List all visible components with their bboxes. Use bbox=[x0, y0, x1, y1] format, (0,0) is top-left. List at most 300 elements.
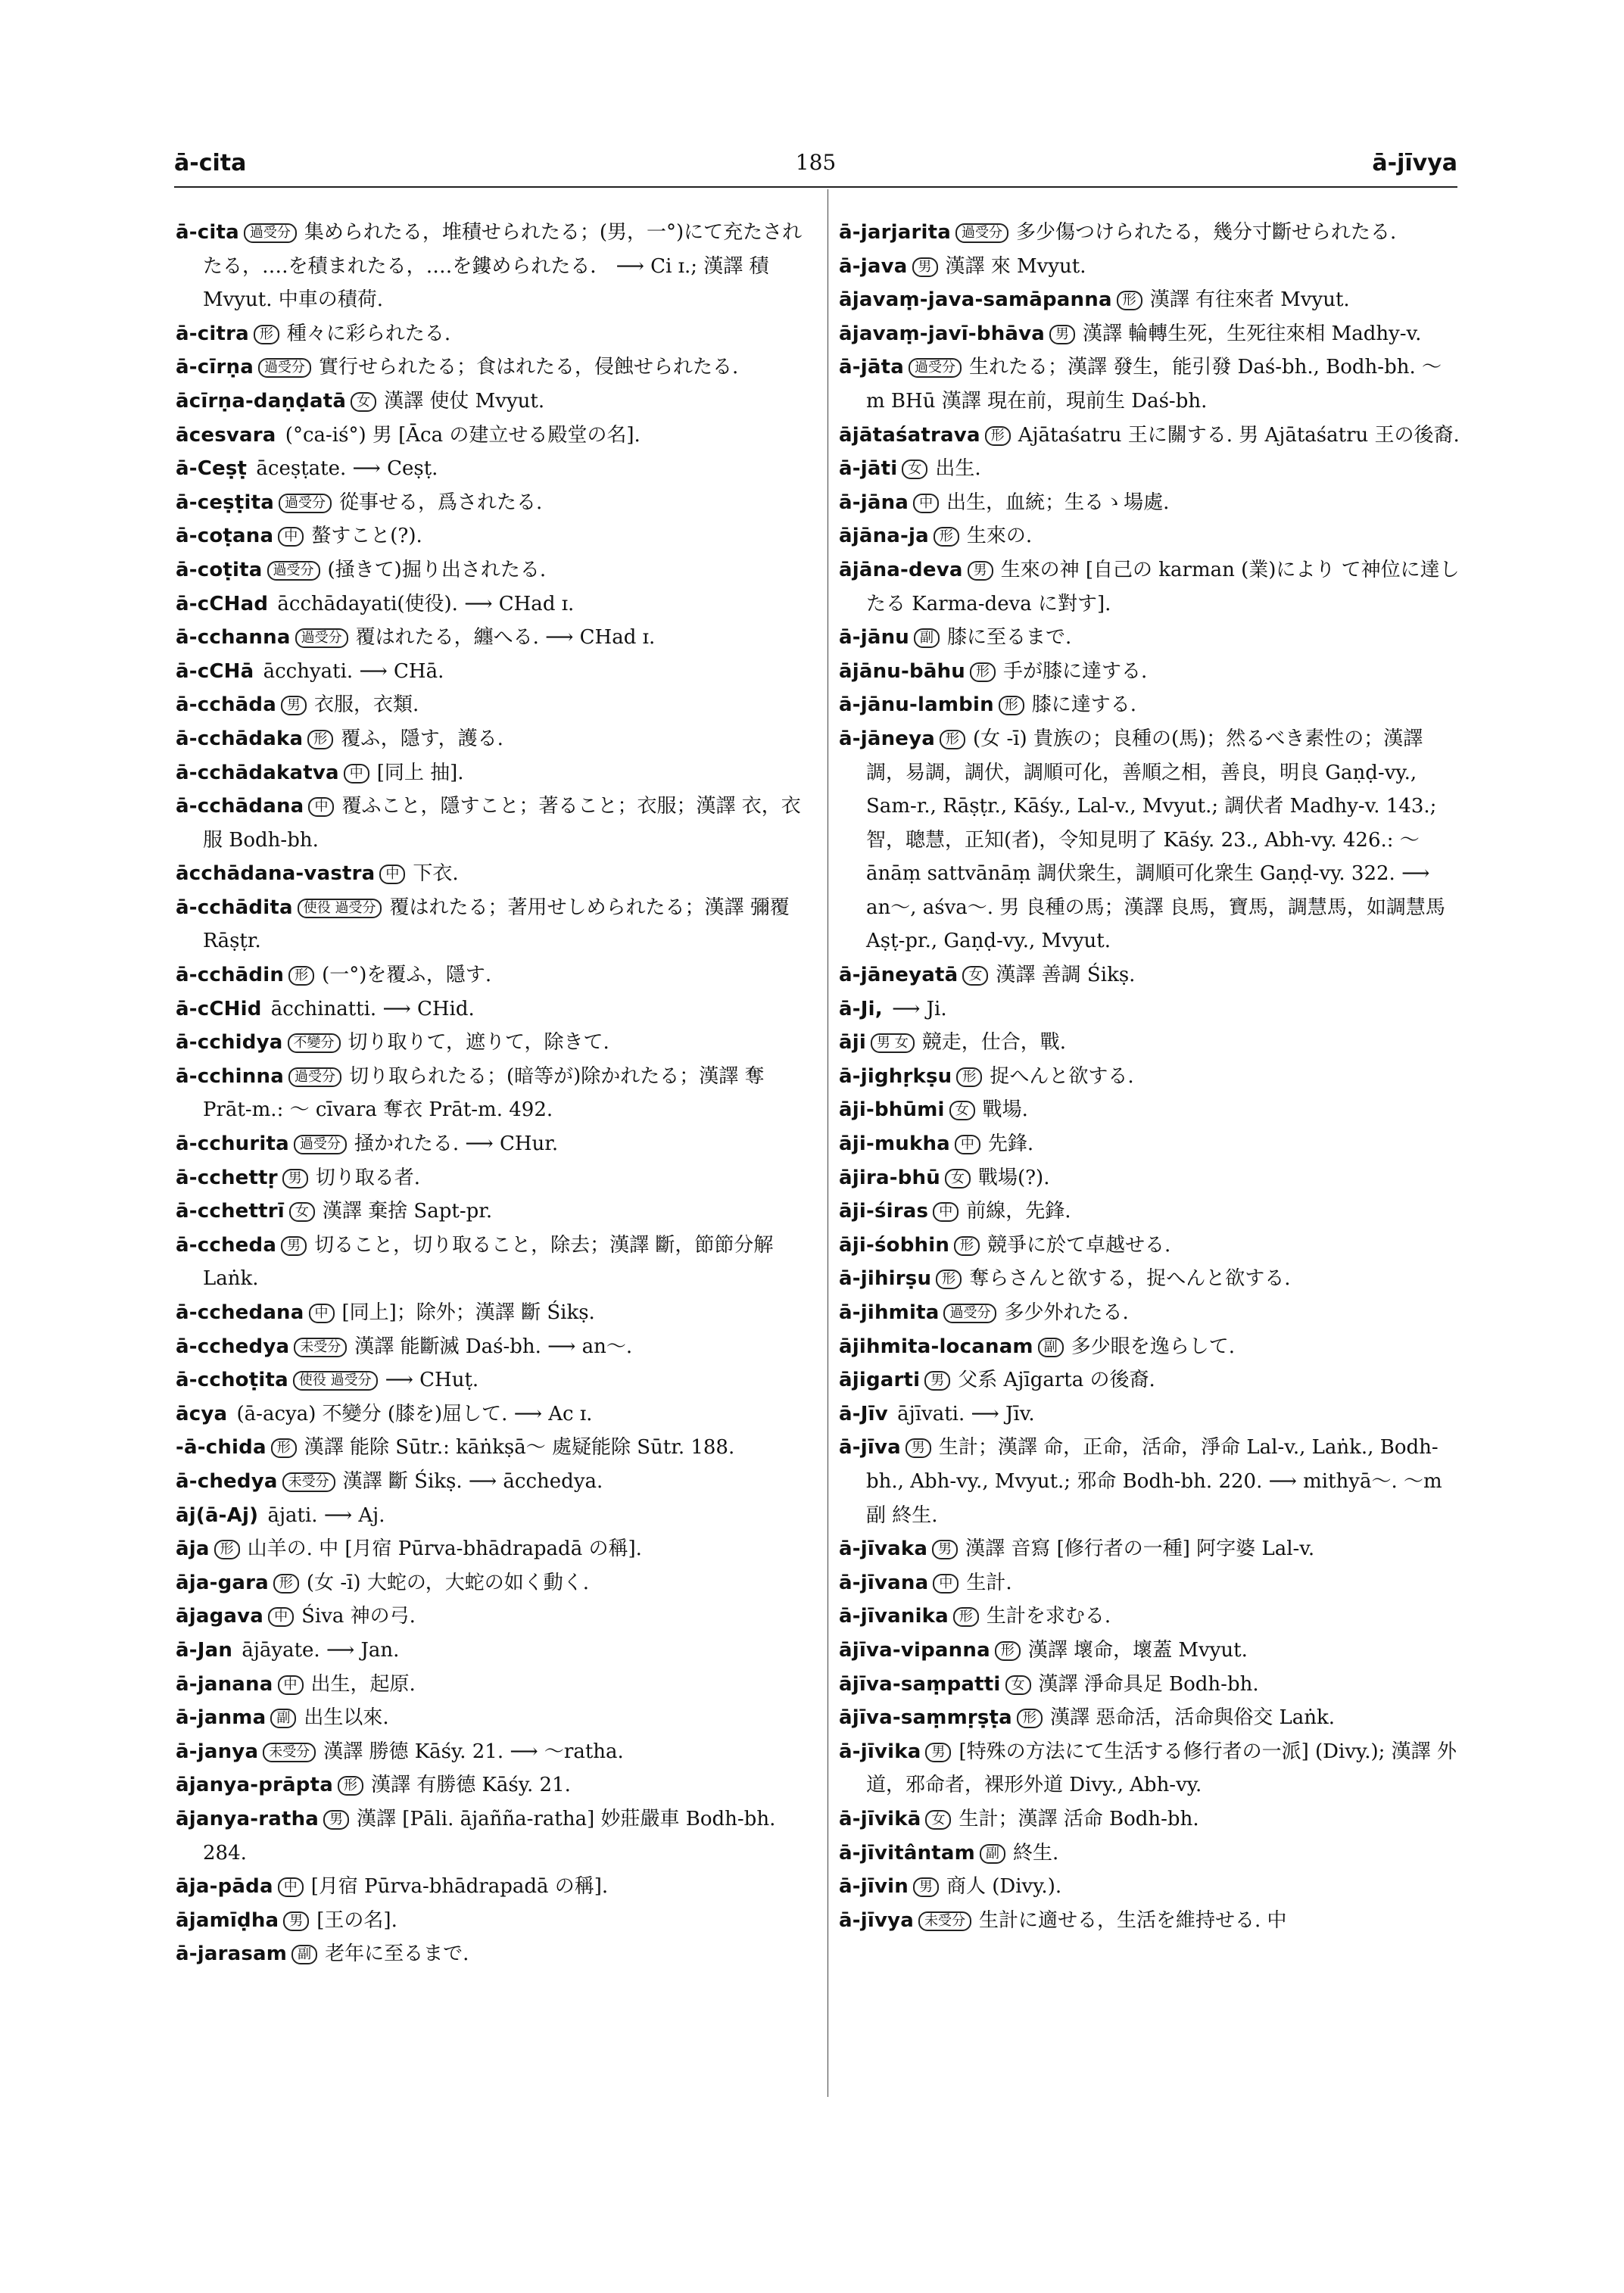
entry-headword: ā-cchādita bbox=[176, 896, 293, 919]
grammar-tag: 形 bbox=[995, 1641, 1021, 1661]
dictionary-entry bbox=[839, 1566, 1460, 1600]
entry-definition: [特殊の方法にて生活する修行者の一派] (Divy.); 漢譯 外道，邪命者，裸形外道 Divy., Abh-vy. bbox=[866, 1740, 1457, 1797]
header-right-headword: ā-jīvya bbox=[1372, 150, 1457, 176]
dictionary-entry bbox=[176, 519, 819, 553]
dictionary-entry bbox=[839, 419, 1460, 453]
entry-definition: 螯すこと(?). bbox=[311, 525, 422, 548]
grammar-tag: 中 bbox=[308, 797, 334, 817]
entry-definition: 生計を求むる. bbox=[986, 1605, 1111, 1628]
entry-headword: ājagava bbox=[176, 1605, 264, 1628]
grammar-tag: 過受分 bbox=[258, 358, 311, 378]
entry-headword: ā-cchoṭita bbox=[176, 1369, 288, 1392]
grammar-tag: 女 bbox=[1005, 1675, 1031, 1695]
dictionary-entry bbox=[839, 1600, 1460, 1634]
entry-definition: 老年に至るまで. bbox=[325, 1943, 469, 1966]
dictionary-entry bbox=[176, 1634, 819, 1668]
grammar-tag: 形 bbox=[940, 730, 965, 749]
entry-headword: ā-jāneya bbox=[839, 727, 936, 750]
dictionary-entry bbox=[176, 1600, 819, 1634]
entry-headword: ā-jīvya bbox=[839, 1908, 915, 1932]
grammar-tag: 形 bbox=[956, 1067, 982, 1087]
grammar-tag: 男 女 bbox=[871, 1033, 915, 1053]
dictionary-entry bbox=[839, 1229, 1460, 1263]
entry-definition: ⟶ Ji. bbox=[892, 997, 947, 1020]
grammar-tag: 形 bbox=[936, 1270, 962, 1289]
grammar-tag: 男 bbox=[283, 1911, 309, 1931]
entry-definition: 下衣. bbox=[413, 862, 459, 886]
dictionary-entry bbox=[839, 688, 1460, 722]
grammar-tag: 中 bbox=[278, 1675, 304, 1695]
dictionary-entry bbox=[176, 1735, 819, 1769]
entry-definition: 漢譯 能除 Sūtr.: kāṅkṣā〜 處疑能除 Sūtr. 188. bbox=[304, 1436, 735, 1460]
entry-headword: ā-cchādaka bbox=[176, 727, 304, 750]
dictionary-entry bbox=[176, 992, 819, 1027]
entry-headword: ā-cchinna bbox=[176, 1064, 284, 1088]
grammar-tag: 男 bbox=[282, 1169, 308, 1189]
grammar-tag: 男 bbox=[968, 561, 993, 581]
entry-definition: 山羊の. 中 [月宿 Pūrva-bhādrapadā の稱]. bbox=[247, 1537, 642, 1561]
entry-headword: ā-jarasam bbox=[176, 1943, 288, 1966]
dictionary-entry bbox=[839, 1837, 1460, 1871]
entry-headword: ā-jānu bbox=[839, 626, 910, 650]
entry-headword: ā-cCHid bbox=[176, 997, 262, 1020]
entry-definition: 切り取りて，遮りて，除きて. bbox=[348, 1031, 609, 1055]
dictionary-entry bbox=[176, 1060, 819, 1127]
entry-definition: 覆ふこと，隱すこと；著ること；衣服；漢譯 衣，衣服 Bodh-bh. bbox=[203, 795, 801, 852]
dictionary-entry bbox=[176, 1363, 819, 1397]
dictionary-entry bbox=[839, 1668, 1460, 1702]
dictionary-entry bbox=[176, 452, 819, 486]
entry-definition: 漢譯 有往來者 Mvyut. bbox=[1149, 288, 1350, 312]
entry-definition: āceṣṭate. ⟶ Ceṣṭ. bbox=[256, 457, 438, 481]
entry-headword: ā-cchanna bbox=[176, 626, 291, 650]
entry-definition: 漢譯 音寫 [修行者の一種] 阿字婆 Lal-v. bbox=[965, 1537, 1315, 1561]
grammar-tag: 副 bbox=[914, 628, 940, 648]
entry-headword: ājīva-saṃmṛṣṭa bbox=[839, 1706, 1012, 1730]
grammar-tag: 女 bbox=[962, 966, 988, 986]
entry-definition: (一°)を覆ふ，隱す. bbox=[322, 964, 492, 987]
grammar-tag: 不變分 bbox=[288, 1033, 341, 1053]
entry-definition: 衣服，衣類. bbox=[313, 693, 419, 717]
entry-definition: 漢譯 來 Mvyut. bbox=[945, 254, 1086, 278]
grammar-tag: 中 bbox=[933, 1574, 959, 1594]
dictionary-entry bbox=[839, 1397, 1460, 1432]
entry-headword: ā-jāti bbox=[839, 457, 898, 481]
entry-definition: ācchyati. ⟶ CHā. bbox=[263, 659, 444, 683]
entry-headword: ā-jāta bbox=[839, 356, 904, 379]
grammar-tag: 形 bbox=[953, 1607, 979, 1627]
dictionary-entry bbox=[176, 350, 819, 385]
entry-definition: 生計. bbox=[966, 1571, 1012, 1594]
grammar-tag: 過受分 bbox=[279, 494, 332, 513]
entry-headword: ā-Jīv bbox=[839, 1402, 888, 1425]
dictionary-entry bbox=[176, 722, 819, 756]
entry-headword: ā-Ji, bbox=[839, 997, 883, 1020]
dictionary-entry bbox=[839, 1060, 1460, 1094]
entry-definition: 膝に達する. bbox=[1031, 693, 1137, 717]
grammar-tag: 中 bbox=[933, 1202, 959, 1222]
dictionary-entry bbox=[839, 1093, 1460, 1127]
entry-definition: 切り取る者. bbox=[315, 1166, 421, 1189]
dictionary-entry bbox=[839, 1735, 1460, 1802]
grammar-tag: 男 bbox=[906, 1438, 931, 1458]
grammar-tag: 中 bbox=[278, 1877, 304, 1897]
entry-definition: 漢譯 使仗 Mvyut. bbox=[384, 389, 545, 413]
entry-headword: ājānu-bāhu bbox=[839, 659, 965, 683]
entry-headword: ā-cCHad bbox=[176, 592, 269, 615]
entry-definition: ⟶ CHuṭ. bbox=[385, 1369, 479, 1392]
grammar-tag: 女 bbox=[945, 1169, 971, 1189]
grammar-tag: 女 bbox=[289, 1202, 315, 1222]
dictionary-entry bbox=[176, 1296, 819, 1330]
dictionary-entry bbox=[176, 621, 819, 655]
grammar-tag: 過受分 bbox=[267, 561, 320, 581]
entry-definition: 先鋒. bbox=[987, 1132, 1034, 1156]
grammar-tag: 過受分 bbox=[955, 223, 1008, 243]
entry-definition: 生來の. bbox=[966, 525, 1033, 548]
entry-headword: ā-cchādin bbox=[176, 964, 285, 987]
dictionary-entry bbox=[839, 992, 1460, 1027]
dictionary-entry bbox=[176, 216, 819, 317]
entry-definition: 漢譯 壞命，壞蓋 Mvyut. bbox=[1027, 1638, 1248, 1662]
entry-definition: 手が膝に達する. bbox=[1003, 659, 1148, 683]
entry-definition: 出生，血統；生るゝ場處. bbox=[946, 491, 1170, 514]
entry-headword: ā-jīvitântam bbox=[839, 1841, 975, 1865]
dictionary-entry bbox=[176, 1937, 819, 1971]
grammar-tag: 女 bbox=[902, 460, 927, 479]
entry-definition: 集められたる，堆積せられたる；(男，一°)にて充たされたる，‥‥を積まれたる，‥‥を鏤められたる． ⟶ Ci ɪ.; 漢譯 積 Mvyut. 中車の積荷. bbox=[203, 221, 803, 312]
dictionary-entry bbox=[176, 688, 819, 722]
entry-headword: ā-cchādana bbox=[176, 795, 304, 818]
dictionary-entry bbox=[839, 283, 1460, 317]
entry-headword: ā-java bbox=[839, 254, 908, 278]
entry-definition: 商人 (Divy.). bbox=[946, 1875, 1062, 1899]
grammar-tag: 副 bbox=[270, 1709, 296, 1728]
dictionary-entry bbox=[176, 1768, 819, 1802]
dictionary-entry bbox=[839, 1262, 1460, 1296]
grammar-tag: 男 bbox=[913, 1877, 939, 1897]
entry-definition: 漢譯 淨命具足 Bodh-bh. bbox=[1038, 1672, 1259, 1696]
entry-headword: āji-śobhin bbox=[839, 1233, 950, 1257]
grammar-tag: 男 bbox=[1049, 325, 1075, 344]
grammar-tag: 形 bbox=[307, 730, 333, 749]
entry-headword: ā-coṭita bbox=[176, 558, 263, 581]
dictionary-entry bbox=[839, 1026, 1460, 1060]
entry-definition: 生計；漢譯 命，正命，活命，淨命 Lal-v., Laṅk., Bodh-bh., Abh-vy., Mvyut.; 邪命 Bodh-bh. 220. ⟶ mithyā〜. 〜m 副 終生. bbox=[866, 1436, 1442, 1527]
entry-headword: ā-chedya bbox=[176, 1469, 278, 1493]
entry-definition: 從事せる，爲されたる. bbox=[338, 491, 543, 514]
grammar-tag: 形 bbox=[934, 527, 959, 547]
dictionary-entry bbox=[839, 1195, 1460, 1229]
entry-definition: 覆はれたる，纏へる. ⟶ CHad ɪ. bbox=[355, 626, 656, 650]
dictionary-entry bbox=[176, 553, 819, 587]
entry-definition: 漢譯 有勝德 Kāśy. 21. bbox=[370, 1774, 571, 1797]
entry-headword: ā-jīvaka bbox=[839, 1537, 928, 1561]
dictionary-entry bbox=[839, 350, 1460, 418]
grammar-tag: 未受分 bbox=[282, 1472, 335, 1492]
entry-headword: ā-cchurita bbox=[176, 1132, 289, 1156]
entry-headword: ā-jihirṣu bbox=[839, 1267, 932, 1291]
grammar-tag: 形 bbox=[970, 662, 996, 682]
grammar-tag: 中 bbox=[344, 764, 369, 784]
grammar-tag: 中 bbox=[268, 1607, 294, 1627]
dictionary-entry bbox=[176, 1127, 819, 1161]
grammar-tag: 使役 過受分 bbox=[293, 1371, 378, 1391]
dictionary-entry bbox=[839, 1904, 1460, 1938]
grammar-tag: 未受分 bbox=[263, 1743, 316, 1762]
entry-headword: ā-citra bbox=[176, 322, 249, 345]
entry-headword: ā-Ceṣṭ bbox=[176, 457, 248, 481]
dictionary-entry bbox=[176, 1465, 819, 1499]
entry-definition: (°ca-iś°) 男 [Āca の建立せる殿堂の名]. bbox=[285, 423, 641, 447]
grammar-tag: 形 bbox=[288, 966, 314, 986]
entry-headword: ā-cita bbox=[176, 221, 239, 244]
entry-headword: ā-jīvana bbox=[839, 1571, 929, 1594]
entry-definition: 漢譯 勝德 Kāśy. 21. ⟶ 〜ratha. bbox=[323, 1740, 624, 1763]
entry-headword: ājīva-vipanna bbox=[839, 1638, 990, 1662]
entry-headword: ā-jihmita bbox=[839, 1301, 940, 1324]
right-column bbox=[839, 216, 1460, 1937]
dictionary-entry bbox=[176, 1566, 819, 1600]
grammar-tag: 男 bbox=[932, 1540, 958, 1559]
dictionary-entry bbox=[839, 1802, 1460, 1837]
entry-definition: [王の名]. bbox=[316, 1908, 397, 1932]
entry-definition: 漢譯 [Pāli. ājañña-ratha] 妙莊嚴車 Bodh-bh. 284. bbox=[203, 1807, 776, 1865]
dictionary-entry bbox=[839, 250, 1460, 284]
entry-definition: 覆ふ，隱す，護る. bbox=[341, 727, 503, 750]
dictionary-entry bbox=[839, 216, 1460, 250]
grammar-tag: 中 bbox=[278, 527, 304, 547]
entry-definition: (掻きて)掘り出されたる. bbox=[327, 558, 547, 581]
entry-definition: (ā-acya) 不變分 (膝を)屈して. ⟶ Ac ɪ. bbox=[236, 1402, 593, 1425]
dictionary-entry bbox=[176, 1397, 819, 1432]
entry-headword: ā-cīrṇa bbox=[176, 356, 254, 379]
entry-definition: 多少傷つけられたる，幾分寸斷せられたる. bbox=[1015, 221, 1397, 244]
entry-definition: 切り取られたる；(暗等が)除かれたる；漢譯 奪 Prāt-m.: 〜 cīvara 奪衣 Prāt-m. 492. bbox=[203, 1064, 765, 1122]
entry-definition: ājati. ⟶ Aj. bbox=[267, 1503, 385, 1527]
entry-definition: (女 -ī) 大蛇の，大蛇の如く動く. bbox=[306, 1571, 590, 1594]
grammar-tag: 形 bbox=[954, 1236, 980, 1256]
entry-headword: ā-coṭana bbox=[176, 525, 274, 548]
entry-definition: 生計に適せる，生活を維持せる. 中 bbox=[979, 1908, 1287, 1932]
entry-definition: 捉へんと欲する. bbox=[990, 1064, 1134, 1088]
dictionary-entry bbox=[176, 385, 819, 419]
entry-definition: 競走，仕合，戰. bbox=[921, 1031, 1066, 1055]
grammar-tag: 男 bbox=[323, 1810, 349, 1830]
entry-headword: āj(ā-Aj) bbox=[176, 1503, 259, 1527]
entry-headword: ā-janya bbox=[176, 1740, 259, 1763]
grammar-tag: 副 bbox=[1038, 1338, 1064, 1357]
page-number: 185 bbox=[795, 150, 837, 175]
dictionary-entry bbox=[176, 1904, 819, 1938]
entry-headword: ācīrṇa-daṇḍatā bbox=[176, 389, 347, 413]
entry-headword: ā-ceṣṭita bbox=[176, 491, 274, 514]
dictionary-entry bbox=[839, 1870, 1460, 1904]
dictionary-entry bbox=[176, 655, 819, 689]
entry-definition: 出生. bbox=[935, 457, 981, 481]
grammar-tag: 女 bbox=[949, 1101, 975, 1120]
entry-definition: 漢譯 棄捨 Sapt-pr. bbox=[322, 1200, 493, 1223]
dictionary-entry bbox=[839, 1296, 1460, 1330]
entry-headword: ā-jānu-lambin bbox=[839, 693, 994, 717]
dictionary-entry bbox=[839, 1127, 1460, 1161]
entry-headword: ā-cchidya bbox=[176, 1031, 283, 1055]
entry-headword: ājigarti bbox=[839, 1369, 921, 1392]
entry-headword: ā-jighṛkṣu bbox=[839, 1064, 952, 1088]
grammar-tag: 未受分 bbox=[294, 1338, 347, 1357]
grammar-tag: 過受分 bbox=[244, 223, 297, 243]
grammar-tag: 形 bbox=[338, 1776, 363, 1796]
grammar-tag: 男 bbox=[281, 1236, 307, 1256]
dictionary-entry bbox=[176, 891, 819, 958]
dictionary-entry bbox=[176, 756, 819, 790]
entry-headword: ācya bbox=[176, 1402, 228, 1425]
entry-definition: 終生. bbox=[1012, 1841, 1059, 1865]
entry-headword: ājihmita-locanam bbox=[839, 1335, 1033, 1358]
entry-headword: ājāna-ja bbox=[839, 525, 929, 548]
entry-definition: ācchinatti. ⟶ CHid. bbox=[270, 997, 475, 1020]
entry-headword: āji-śiras bbox=[839, 1200, 929, 1223]
dictionary-entry bbox=[176, 1532, 819, 1566]
dictionary-entry bbox=[839, 958, 1460, 992]
entry-headword: ā-jīva bbox=[839, 1436, 901, 1460]
entry-definition: 生れたる；漢譯 發生，能引發 Daś-bh., Bodh-bh. 〜m BHū 漢譯 現在前，現前生 Daś-bh. bbox=[866, 356, 1442, 413]
dictionary-entry bbox=[176, 1668, 819, 1702]
entry-headword: ājavaṃ-java-samāpanna bbox=[839, 288, 1112, 312]
entry-headword: āja-gara bbox=[176, 1571, 269, 1594]
dictionary-entry bbox=[839, 621, 1460, 655]
entry-definition: 生來の神 [自己の karman (業)により て神位に達したる Karma-deva に對す]. bbox=[866, 558, 1460, 615]
dictionary-entry bbox=[176, 1229, 819, 1296]
entry-headword: ājavaṃ-javī-bhāva bbox=[839, 322, 1046, 345]
dictionary-entry bbox=[176, 1431, 819, 1465]
entry-definition: 種々に彩られたる. bbox=[286, 322, 451, 345]
entry-definition: (女 -ī) 貴族の；良種の(馬)；然るべき素性の；漢譯 調，易調，調伏，調順可化，善順之相，善良，明良 Gaṇḍ-vy., Sam-r., Rāṣṭr., Kāśy., Lal-v., Mvyut.; 調伏者 Madhy-v. 143.; 智，聰慧，正知(者)，令知見明了 Kāśy. 23., Abh-vy. 426.: 〜ānāṃ sattvānāṃ 調伏衆生，調順可化衆生 Gaṇḍ-vy. 322. ⟶ an〜, aśva〜. 男 良種の馬；漢譯 良馬，寶馬，調慧馬，如調慧馬 Aṣṭ-pr., Gaṇḍ-vy., Mvyut. bbox=[866, 727, 1445, 953]
dictionary-entry bbox=[839, 1701, 1460, 1735]
dictionary-entry bbox=[176, 486, 819, 520]
entry-headword: ā-ccheda bbox=[176, 1233, 277, 1257]
dictionary-entry bbox=[839, 1634, 1460, 1668]
dictionary-entry bbox=[176, 790, 819, 857]
entry-definition: 出生以來. bbox=[304, 1706, 389, 1730]
left-column bbox=[176, 216, 819, 1971]
dictionary-entry bbox=[839, 1161, 1460, 1195]
entry-headword: āji-bhūmi bbox=[839, 1098, 945, 1122]
entry-headword: ājātaśatrava bbox=[839, 423, 980, 447]
entry-headword: ā-jāna bbox=[839, 491, 909, 514]
entry-headword: ā-cchettṛ bbox=[176, 1166, 278, 1189]
entry-headword: ā-janana bbox=[176, 1672, 273, 1696]
dictionary-entry bbox=[176, 317, 819, 351]
entry-definition: [月宿 Pūrva-bhādrapadā の稱]. bbox=[310, 1875, 609, 1899]
entry-headword: ā-jīvikā bbox=[839, 1807, 921, 1830]
entry-definition: ācchādayati(使役). ⟶ CHad ɪ. bbox=[277, 592, 575, 615]
dictionary-entry bbox=[176, 1195, 819, 1229]
entry-definition: 多少眼を逸らして. bbox=[1071, 1335, 1235, 1358]
entry-headword: ājīva-saṃpatti bbox=[839, 1672, 1001, 1696]
entry-headword: ā-jīvin bbox=[839, 1875, 909, 1899]
entry-definition: 漢譯 惡命活，活命與俗交 Laṅk. bbox=[1049, 1706, 1335, 1730]
dictionary-entry bbox=[839, 1330, 1460, 1364]
grammar-tag: 形 bbox=[1017, 1709, 1043, 1728]
entry-definition: 戰場. bbox=[982, 1098, 1028, 1122]
entry-definition: 父系 Ajīgarta の後裔. bbox=[958, 1369, 1155, 1392]
entry-definition: 漢譯 斷 Śikṣ. ⟶ ācchedya. bbox=[342, 1469, 603, 1493]
dictionary-entry bbox=[176, 587, 819, 622]
entry-headword: ā-cCHā bbox=[176, 659, 254, 683]
entry-definition: 實行せられたる；食はれたる，侵蝕せられたる. bbox=[318, 356, 739, 379]
grammar-tag: 過受分 bbox=[294, 1135, 347, 1154]
dictionary-entry bbox=[176, 1330, 819, 1364]
grammar-tag: 未受分 bbox=[918, 1911, 971, 1931]
dictionary-entry bbox=[839, 519, 1460, 553]
entry-headword: ā-jāneyatā bbox=[839, 964, 959, 987]
entry-definition: 漢譯 善調 Śikṣ. bbox=[996, 964, 1136, 987]
dictionary-entry bbox=[176, 1161, 819, 1195]
entry-headword: ā-cchedana bbox=[176, 1301, 304, 1324]
entry-headword: ācesvara bbox=[176, 423, 276, 447]
entry-headword: āja-pāda bbox=[176, 1875, 273, 1899]
entry-headword: āji bbox=[839, 1031, 866, 1055]
header-left-headword: ā-cita bbox=[174, 150, 247, 176]
dictionary-entry bbox=[176, 1802, 819, 1870]
entry-headword: -ā-chida bbox=[176, 1436, 267, 1460]
entry-headword: ā-cchāda bbox=[176, 693, 276, 717]
grammar-tag: 副 bbox=[291, 1945, 317, 1964]
grammar-tag: 形 bbox=[273, 1574, 299, 1594]
grammar-tag: 中 bbox=[309, 1304, 335, 1323]
entry-headword: ā-cchādakatva bbox=[176, 761, 339, 784]
entry-headword: ā-jīvika bbox=[839, 1740, 921, 1763]
grammar-tag: 副 bbox=[980, 1844, 1005, 1864]
entry-headword: ā-janma bbox=[176, 1706, 267, 1730]
dictionary-entry bbox=[176, 419, 819, 453]
entry-definition: 覆はれたる；著用せしめられたる；漢譯 彌覆 Rāṣṭr. bbox=[203, 896, 790, 953]
grammar-tag: 中 bbox=[913, 494, 939, 513]
dictionary-entry bbox=[176, 1499, 819, 1533]
entry-headword: ājamīḍha bbox=[176, 1908, 279, 1932]
entry-definition: 奪らさんと欲する，捉へんと欲する. bbox=[969, 1267, 1291, 1291]
grammar-tag: 男 bbox=[924, 1371, 950, 1391]
dictionary-entry bbox=[839, 452, 1460, 486]
grammar-tag: 形 bbox=[214, 1540, 240, 1559]
entry-headword: ā-jīvanika bbox=[839, 1605, 949, 1628]
grammar-tag: 形 bbox=[1117, 291, 1142, 310]
grammar-tag: 女 bbox=[925, 1810, 951, 1830]
entry-definition: 膝に至るまで. bbox=[947, 626, 1072, 650]
dictionary-entry bbox=[176, 1870, 819, 1904]
dictionary-entry bbox=[839, 722, 1460, 958]
grammar-tag: 使役 過受分 bbox=[298, 899, 382, 918]
grammar-tag: 過受分 bbox=[943, 1304, 996, 1323]
dictionary-entry bbox=[839, 1532, 1460, 1566]
entry-headword: ācchādana-vastra bbox=[176, 862, 376, 886]
entry-definition: [同上]；除外；漢譯 斷 Śikṣ. bbox=[341, 1301, 595, 1324]
running-header bbox=[174, 144, 1457, 188]
grammar-tag: 中 bbox=[379, 865, 405, 884]
entry-headword: ājanya-ratha bbox=[176, 1807, 320, 1830]
dictionary-entry bbox=[839, 553, 1460, 621]
dictionary-entry bbox=[839, 1431, 1460, 1532]
entry-headword: ājāna-deva bbox=[839, 558, 963, 581]
grammar-tag: 形 bbox=[985, 426, 1011, 446]
dictionary-entry bbox=[176, 857, 819, 891]
grammar-tag: 過受分 bbox=[909, 358, 962, 378]
entry-definition: [同上 抽]. bbox=[376, 761, 464, 784]
grammar-tag: 男 bbox=[281, 696, 307, 715]
entry-definition: 切ること，切り取ること，除去；漢譯 斷，節節分解 Laṅk. bbox=[203, 1233, 774, 1291]
grammar-tag: 形 bbox=[254, 325, 279, 344]
